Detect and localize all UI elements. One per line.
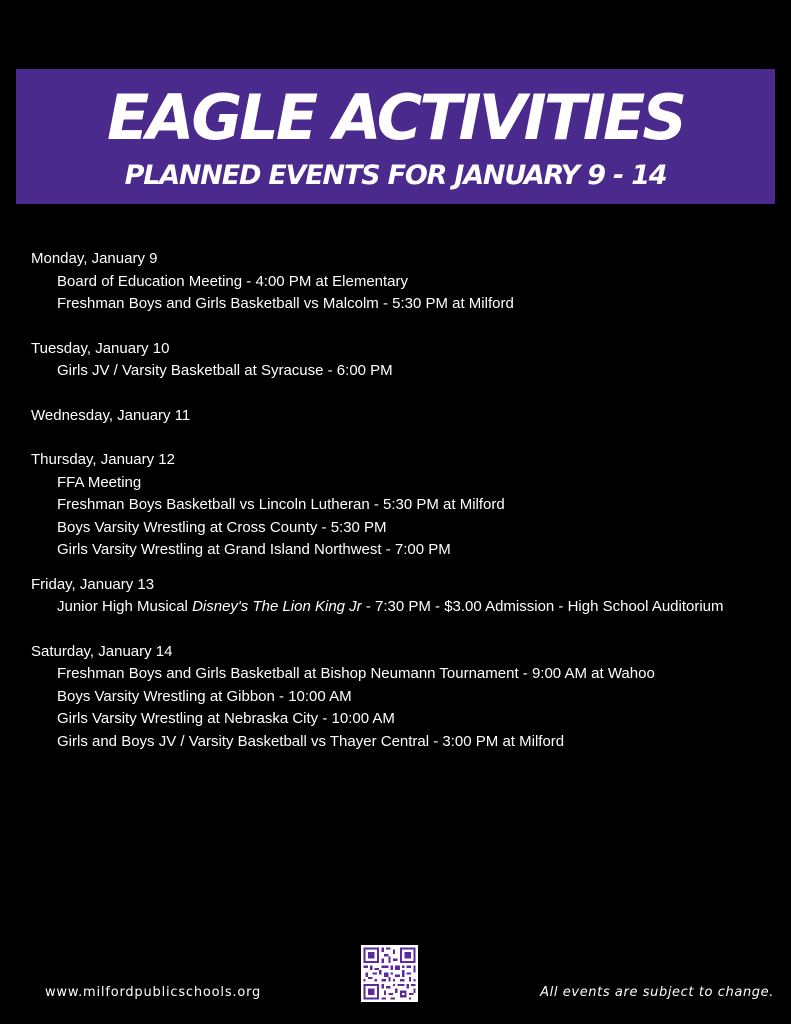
event-item: Freshman Boys and Girls Basketball vs Malcolm - 5:30 PM at Milford	[57, 295, 514, 312]
event-item: Girls JV / Varsity Basketball at Syracuse - 6:00 PM	[57, 362, 393, 379]
musical-title: Disney's The Lion King Jr	[192, 598, 362, 615]
event-item: Girls Varsity Wrestling at Grand Island Northwest - 7:00 PM	[57, 541, 451, 558]
header-banner	[16, 69, 775, 204]
event-item: Boys Varsity Wrestling at Cross County - 5:30 PM	[57, 518, 387, 536]
event-item: Board of Education Meeting - 4:00 PM at Elementary	[57, 272, 409, 290]
page-subtitle: PLANNED EVENTS FOR JANUARY 9 - 14	[124, 160, 667, 191]
day-heading: Thursday, January 12	[31, 451, 175, 468]
day-monday	[31, 248, 776, 316]
day-friday	[31, 574, 776, 619]
day-tuesday	[31, 338, 776, 383]
event-item: Boys Varsity Wrestling at Gibbon - 10:00 AM	[57, 687, 352, 705]
day-heading: Saturday, January 14	[31, 642, 173, 660]
day-heading: Monday, January 9	[31, 250, 158, 267]
website-link[interactable]: www.milfordpublicschools.org	[45, 985, 262, 1000]
day-wednesday	[31, 405, 776, 428]
event-item: FFA Meeting	[57, 473, 142, 491]
qr-code-icon[interactable]	[361, 945, 418, 1002]
page-title: EAGLE ACTIVITIES	[106, 81, 685, 154]
event-item: Freshman Boys Basketball vs Lincoln Lutheran - 5:30 PM at Milford	[57, 496, 505, 513]
day-heading: Friday, January 13	[31, 575, 155, 593]
musical-details: - 7:30 PM - $3.00 Admission - High School Auditorium	[361, 598, 724, 615]
disclaimer-text: All events are subject to change.	[540, 985, 774, 1000]
event-schedule	[31, 248, 776, 753]
musical-prefix: Junior High Musical	[57, 598, 193, 615]
day-heading: Tuesday, January 10	[31, 339, 170, 357]
day-heading: Wednesday, January 11	[31, 406, 191, 424]
event-item: Girls and Boys JV / Varsity Basketball vs Thayer Central - 3:00 PM at Milford	[57, 732, 565, 750]
event-item: Freshman Boys and Girls Basketball at Bishop Neumann Tournament - 9:00 AM at Wahoo	[57, 665, 655, 682]
day-thursday	[31, 449, 776, 562]
event-item: Girls Varsity Wrestling at Nebraska City - 10:00 AM	[57, 710, 395, 727]
day-saturday	[31, 641, 776, 754]
event-item-musical	[31, 596, 776, 619]
